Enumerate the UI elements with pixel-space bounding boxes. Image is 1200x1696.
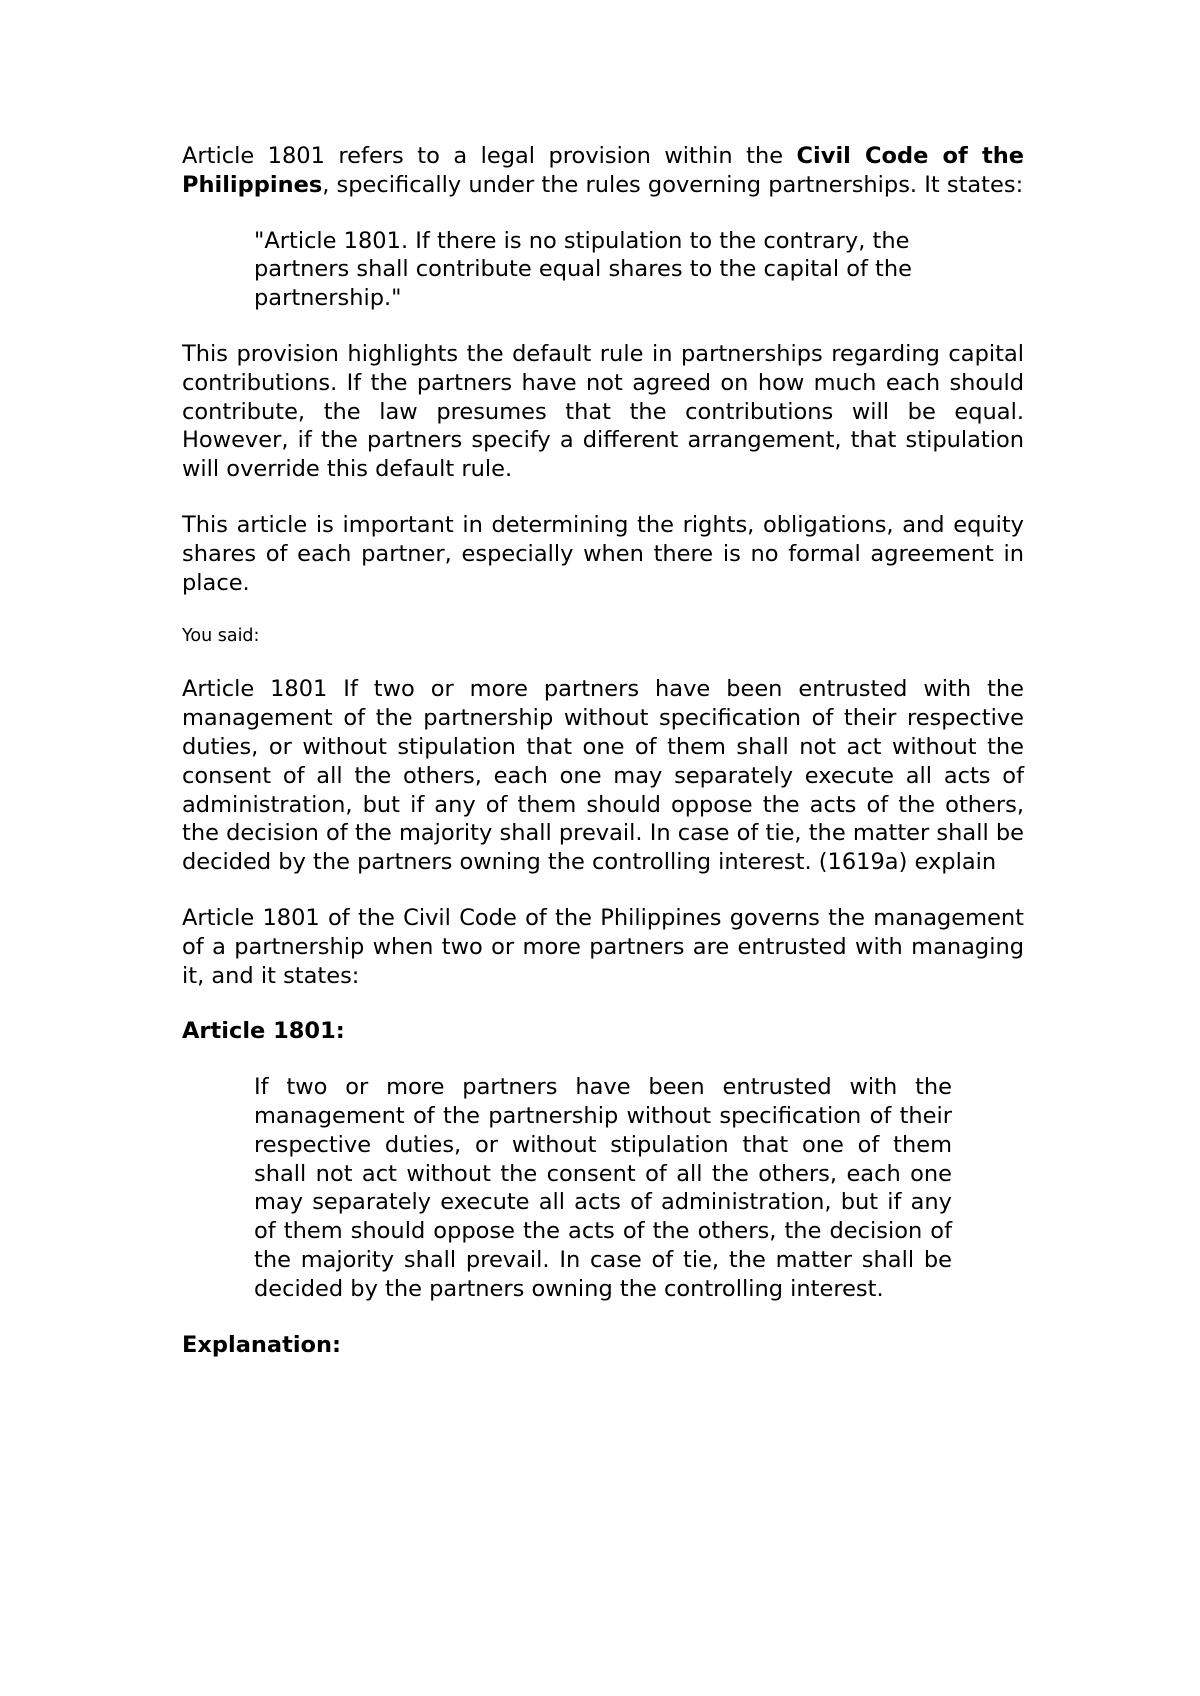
intro-paragraph (182, 142, 1024, 200)
quoted-article-management: If two or more partners have been entrusted with the management of the partnership without specification of their respective duties, or without stipulation that one of them shall not act without the consent of all the others, each one may separately execute all acts of administration, but if any of them should oppose the acts of the others, the decision of the majority shall prevail. In case of tie, the matter shall be decided by the partners owning the controlling interest. (254, 1074, 952, 1302)
intro-text-start: Article 1801 refers to a legal provision within the (182, 143, 797, 169)
management-intro-paragraph: Article 1801 of the Civil Code of the Philippines governs the management of a partnership when two or more partners are entrusted with managing it, and it states: (182, 904, 1024, 989)
default-rule-paragraph: This provision highlights the default rule in partnerships regarding capital contributions. If the partners have not agreed on how much each should contribute, the law presumes that the contributions will be equal. However, if the partners specify a different arrangement, that stipulation will override this default rule. (182, 340, 1024, 483)
intro-text-end: , specifically under the rules governing partnerships. It states: (322, 171, 1024, 198)
quoted-article-contribution: "Article 1801. If there is no stipulation to the contrary, the partners shall contribute equal shares to the capital of the partnership." (254, 227, 912, 312)
intro-bold-civil-code: Civil Code of the Philippines (182, 143, 1024, 198)
explanation-heading: Explanation: (182, 1331, 342, 1358)
you-said-label: You said: (182, 626, 260, 647)
importance-paragraph: This article is important in determining the rights, obligations, and equity shares of each partner, especially when there is no formal agreement in place. (182, 511, 1024, 596)
user-message-paragraph: Article 1801 If two or more partners have been entrusted with the management of the partnership without specification of their respective duties, or without stipulation that one of them shall not act without the consent of all the others, each one may separately execute all acts of administration, but if any of them should oppose the acts of the others, the decision of the majority shall prevail. In case of tie, the matter shall be decided by the partners owning the controlling interest. (1619a) explain (182, 676, 1024, 876)
article-heading: Article 1801: (182, 1018, 345, 1045)
document-page (182, 142, 1024, 1386)
